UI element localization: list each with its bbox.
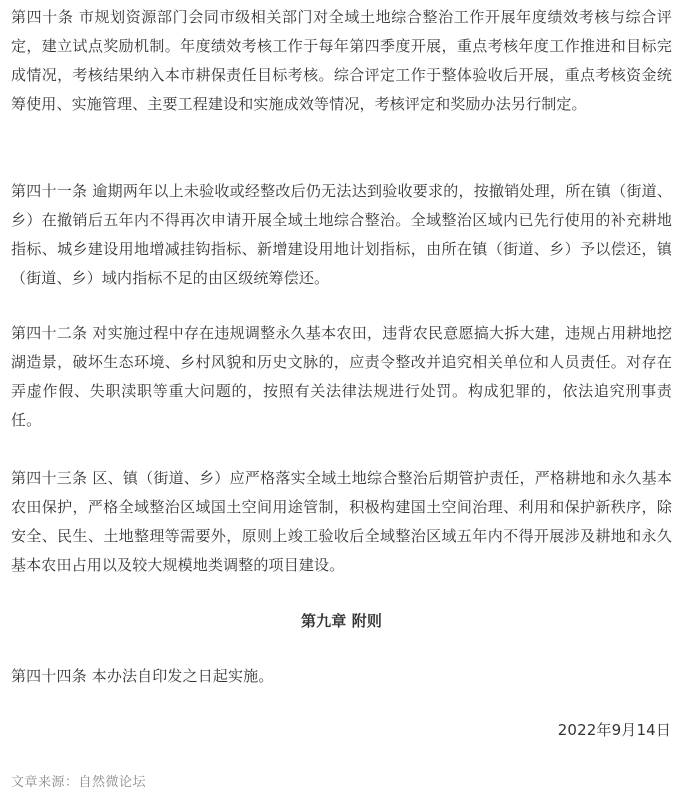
article-43-paragraph: 第四十三条 区、镇（街道、乡）应严格落实全域土地综合整治后期管护责任，严格耕地和永久基本农田保护，严格全域整治区域国土空间用途管制，积极构建国土空间治理、利用和保护新秩序，除安全、民生、土地整理等需要外，原则上竣工验收后全域整治区域五年内不得开展涉及耕地和永久基本农田占用以及较大规模地类调整的项目建设。 [11,469,672,574]
chapter-heading: 第九章 附则 [300,612,383,630]
article-41-paragraph: 第四十一条 逾期两年以上未验收或经整改后仍无法达到验收要求的，按撤销处理，所在镇（街道、乡）在撤销后五年内不得再次申请开展全域土地综合整治。全域整治区域内已先行使用的补充耕地指标、城乡建设用地增减挂钩指标、新增建设用地计划指标，由所在镇（街道、乡）予以偿还，镇（街道、乡）域内指标不足的由区级统筹偿还。 [11,182,672,287]
article-44-paragraph: 第四十四条 本办法自印发之日起实施。 [11,667,274,685]
article-source: 文章来源：自然微论坛 [11,775,147,790]
article-42-paragraph: 第四十二条 对实施过程中存在违规调整永久基本农田，违背农民意愿搞大拆大建，违规占用耕地挖湖造景，破坏生态环境、乡村风貌和历史文脉的，应责令整改并追究相关单位和人员责任。对存在弄虚作假、失职渎职等重大问题的，按照有关法律法规进行处罚。构成犯罪的，依法追究刑事责任。 [11,324,672,429]
article-40-paragraph: 第四十条 市规划资源部门会同市级相关部门对全域土地综合整治工作开展年度绩效考核与综合评定，建立试点奖励机制。年度绩效考核工作于每年第四季度开展，重点考核年度工作推进和目标完成情况，考核结果纳入本市耕保责任目标考核。综合评定工作于整体验收后开展，重点考核资金统筹使用、实施管理、主要工程建设和实施成效等情况，考核评定和奖励办法另行制定。 [11,8,672,113]
publication-date: 2022年9月14日 [557,721,671,739]
